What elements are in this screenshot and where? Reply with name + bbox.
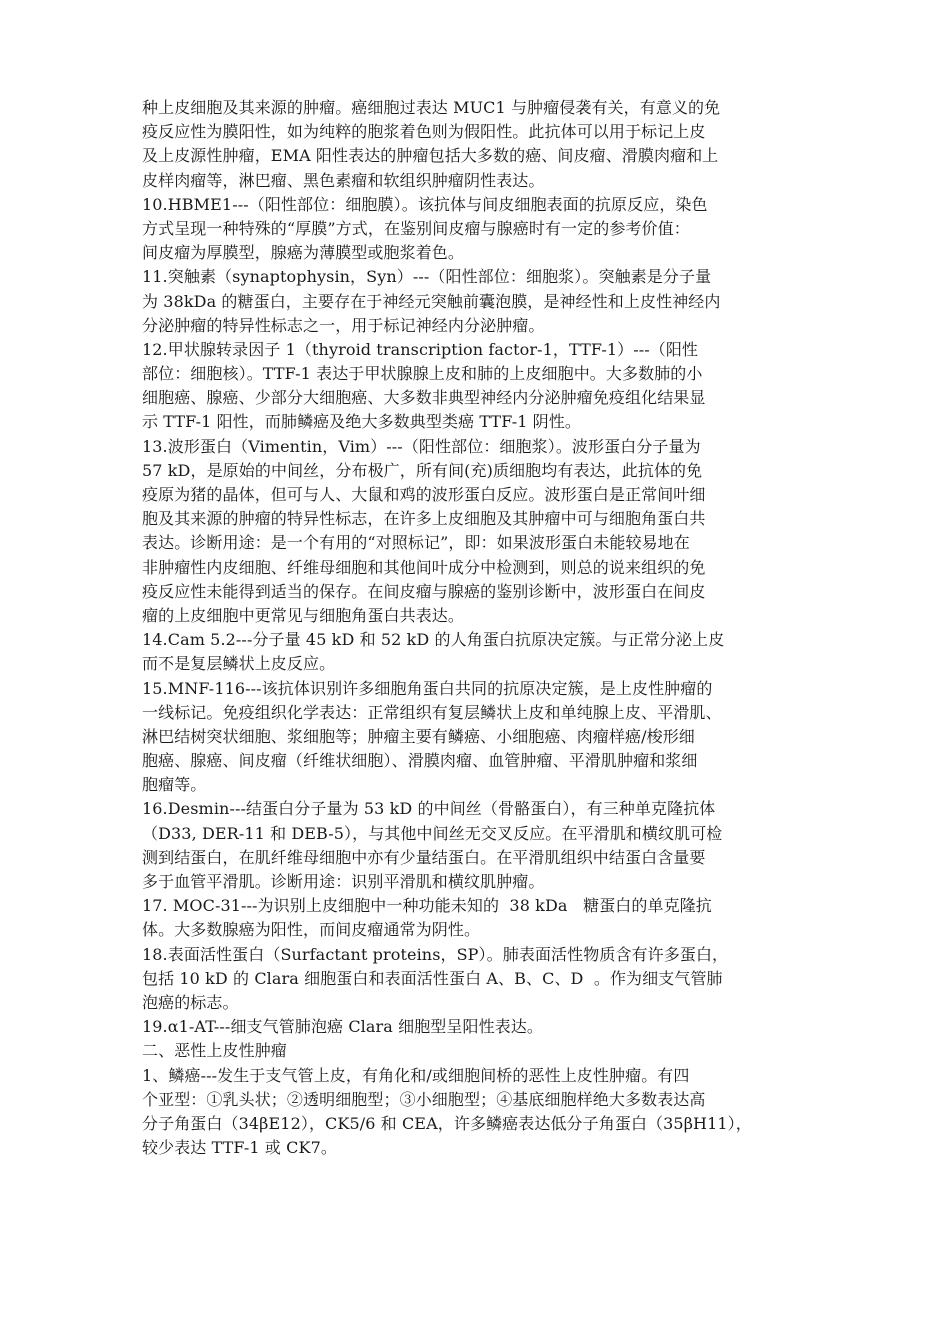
text-line: 胞癌、腺癌、间皮瘤（纤维状细胞）、滑膜肉瘤、血管肿瘤、平滑肌肿瘤和浆细 (142, 751, 698, 771)
text-line: 分子角蛋白（34βE12），CK5/6 和 CEA，许多鳞癌表达低分子角蛋白（35βH11）， (142, 1113, 752, 1133)
text-line: 疫反应性为膜阳性，如为纯粹的胞浆着色则为假阳性。此抗体可以用于标记上皮 (142, 122, 706, 142)
text-line: 淋巴结树突状细胞、浆细胞等；肿瘤主要有鳞癌、小细胞癌、肉瘤样癌/梭形细 (142, 726, 695, 746)
text-line: 较少表达 TTF-1 或 CK7。 (142, 1138, 337, 1158)
text-line: 测到结蛋白，在肌纤维母细胞中亦有少量结蛋白。在平滑肌组织中结蛋白含量要 (142, 847, 706, 867)
text-line: 示 TTF-1 阳性，而肺鳞癌及绝大多数典型类癌 TTF-1 阴性。 (142, 412, 581, 432)
text-line: 瘤的上皮细胞中更常见与细胞角蛋白共表达。 (142, 605, 465, 625)
section-heading: 二、恶性上皮性肿瘤 (142, 1041, 287, 1061)
text-line: 胞及其来源的肿瘤的特异性标志，在许多上皮细胞及其肿瘤中可与细胞角蛋白共 (142, 509, 706, 529)
text-line: 非肿瘤性内皮细胞、纤维母细胞和其他间叶成分中检测到，则总的说来组织的免 (142, 557, 706, 577)
text-line: 10.HBME1---（阳性部位：细胞膜）。该抗体与间皮细胞表面的抗原反应，染色 (142, 194, 708, 214)
text-line: 包括 10 kD 的 Clara 细胞蛋白和表面活性蛋白 A、B、C、D 。作为细支气管肺 (142, 968, 723, 988)
text-line: 个亚型：①乳头状；②透明细胞型；③小细胞型；④基底细胞样绝大多数表达高 (142, 1089, 706, 1109)
text-line: 表达。诊断用途：是一个有用的“对照标记”，即：如果波形蛋白未能较易地在 (142, 533, 690, 553)
text-line: 而不是复层鳞状上皮反应。 (142, 654, 336, 674)
text-line: 15.MNF-116---该抗体识别许多细胞角蛋白共同的抗原决定簇，是上皮性肿瘤的 (142, 678, 713, 698)
document-page (142, 96, 810, 1160)
text-line: （D33, DER-11 和 DEB-5），与其他中间丝无交叉反应。在平滑肌和横纹肌可检 (142, 823, 723, 843)
text-line: 11.突触素（synaptophysin，Syn）---（阳性部位：细胞浆）。突触素是分子量 (142, 267, 712, 287)
text-line: 一线标记。免疫组织化学表达：正常组织有复层鳞状上皮和单纯腺上皮、平滑肌、 (142, 702, 722, 722)
text-line: 多于血管平滑肌。诊断用途：识别平滑肌和横纹肌肿瘤。 (142, 872, 545, 891)
text-line: 疫反应性未能得到适当的保存。在间皮瘤与腺癌的鉴别诊断中，波形蛋白在间皮 (142, 581, 706, 601)
text-line: 12.甲状腺转录因子 1（thyroid transcription factor-1，TTF-1）---（阳性 (142, 339, 699, 359)
text-line: 57 kD，是原始的中间丝，分布极广，所有间(充)质细胞均有表达，此抗体的免 (142, 460, 703, 480)
text-line: 泡癌的标志。 (142, 992, 239, 1012)
text-line: 细胞癌、腺癌、少部分大细胞癌、大多数非典型神经内分泌肿瘤免疫组化结果显 (142, 388, 706, 408)
text-line: 16.Desmin---结蛋白分子量为 53 kD 的中间丝（骨骼蛋白），有三种单克隆抗体 (142, 799, 716, 819)
text-line: 14.Cam 5.2---分子量 45 kD 和 52 kD 的人角蛋白抗原决定簇。与正常分泌上皮 (142, 630, 725, 650)
text-line: 体。大多数腺癌为阳性，而间皮瘤通常为阴性。 (142, 920, 481, 940)
text-line: 方式呈现一种特殊的“厚膜”方式，在鉴别间皮瘤与腺癌时有一定的参考价值： (142, 218, 690, 238)
text-line: 19.α1-AT---细支气管肺泡癌 Clara 细胞型呈阳性表达。 (142, 1017, 544, 1037)
text-line: 为 38kDa 的糖蛋白，主要存在于神经元突触前囊泡膜，是神经性和上皮性神经内 (142, 291, 721, 311)
text-line: 部位：细胞核）。TTF-1 表达于甲状腺腺上皮和肺的上皮细胞中。大多数肺的小 (142, 364, 703, 384)
text-line: 13.波形蛋白（Vimentin，Vim）---（阳性部位：细胞浆）。波形蛋白分子量为 (142, 436, 701, 456)
text-line: 疫原为猪的晶体，但可与人、大鼠和鸡的波形蛋白反应。波形蛋白是正常间叶细 (142, 485, 706, 504)
text-line: 1、鳞癌---发生于支气管上皮，有角化和/或细胞间桥的恶性上皮性肿瘤。有四 (142, 1065, 690, 1085)
text-line: 及上皮源性肿瘤，EMA 阳性表达的肿瘤包括大多数的癌、间皮瘤、滑膜肉瘤和上 (142, 146, 719, 166)
text-line: 皮样肉瘤等，淋巴瘤、黑色素瘤和软组织肿瘤阴性表达。 (142, 170, 545, 190)
text-line: 17. MOC-31---为识别上皮细胞中一种功能未知的 38 kDa 糖蛋白的单克隆抗 (142, 896, 712, 916)
text-line: 种上皮细胞及其来源的肿瘤。癌细胞过表达 MUC1 与肿瘤侵袭有关，有意义的免 (142, 98, 721, 117)
text-line: 胞瘤等。 (142, 775, 207, 795)
text-line: 间皮瘤为厚膜型，腺癌为薄膜型或胞浆着色。 (142, 243, 465, 263)
text-line: 分泌肿瘤的特异性标志之一，用于标记神经内分泌肿瘤。 (142, 315, 545, 335)
text-line: 18.表面活性蛋白（Surfactant proteins，SP）。肺表面活性物质含有许多蛋白， (142, 944, 729, 964)
